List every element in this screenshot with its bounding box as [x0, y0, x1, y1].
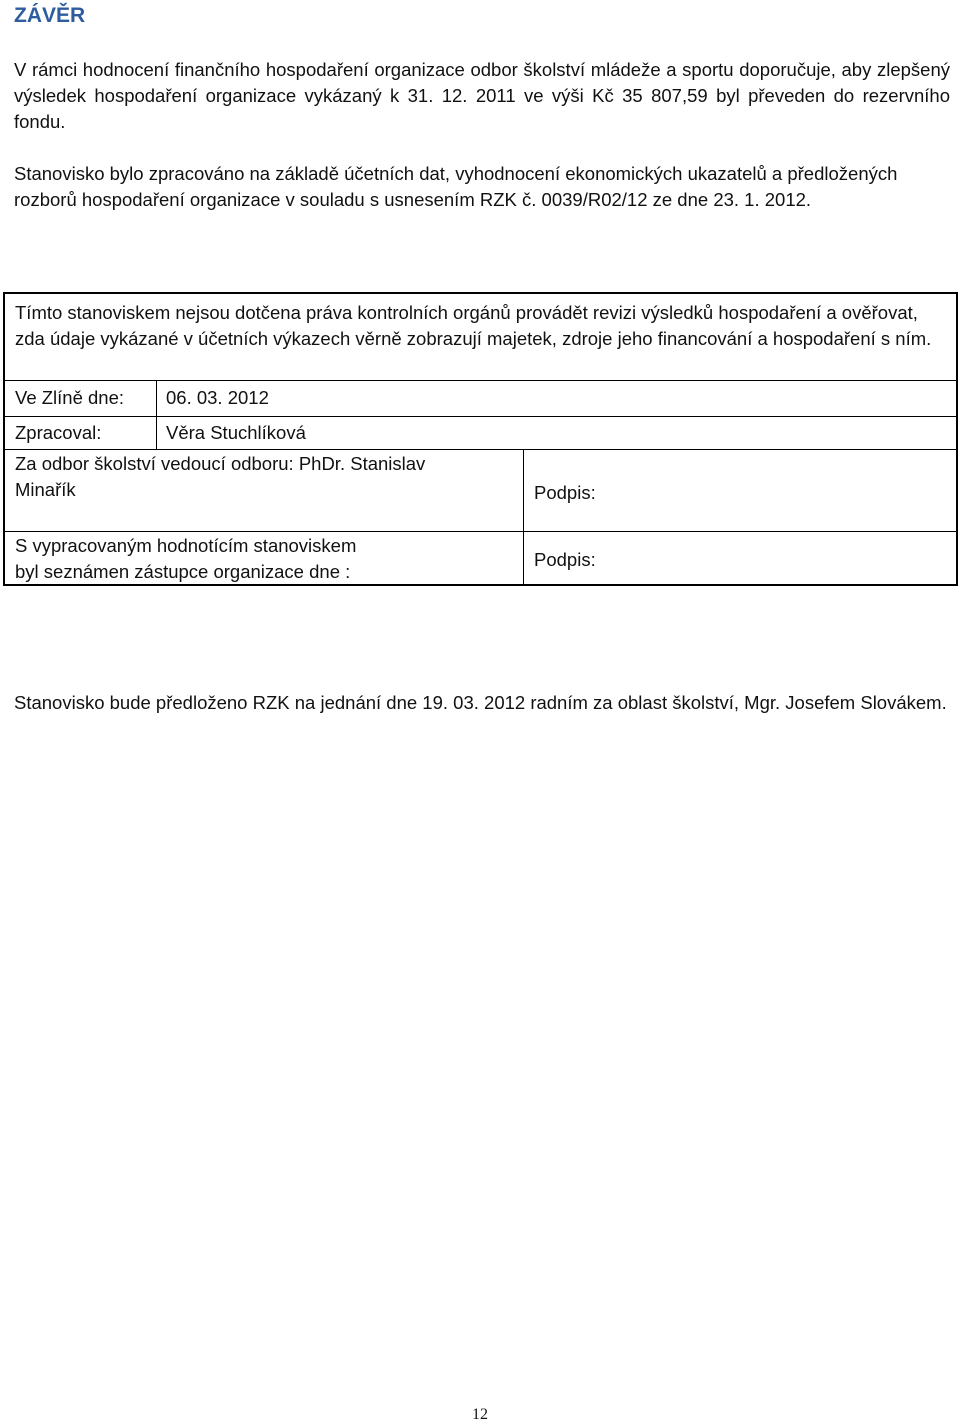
signature-label-organization: Podpis:: [534, 549, 596, 570]
section-heading: ZÁVĚR: [14, 4, 86, 27]
place-date-value: 06. 03. 2012: [166, 387, 269, 408]
statement-text: Tímto stanoviskem nejsou dotčena práva kontrolních orgánů provádět revizi výsledků hospodaření a ověřovat, zda údaje vykázané v účetních výkazech věrně zobrazují majetek, zdroje jeho financování a hospodaření s ním.: [15, 302, 932, 349]
submission-paragraph: Stanovisko bude předloženo RZK na jednání dne 19. 03. 2012 radním za oblast školství, Mgr. Josefem Slovákem.: [14, 692, 947, 713]
department-head-line2: Minařík: [15, 479, 76, 500]
approval-table: [3, 292, 958, 586]
page-number: 12: [472, 1406, 488, 1423]
signature-label-head: Podpis:: [534, 482, 596, 503]
prepared-by-value: Věra Stuchlíková: [166, 422, 306, 443]
table-divider: [5, 416, 956, 417]
table-divider: [5, 380, 956, 381]
table-divider: [523, 449, 524, 584]
department-head-line1: Za odbor školství vedoucí odboru: PhDr. Stanislav: [15, 453, 426, 474]
recommendation-paragraph: V rámci hodnocení finančního hospodaření organizace odbor školství mládeže a sportu doporučuje, aby zlepšený výsledek hospodaření organizace vykázaný k 31. 12. 2011 ve výši Kč 35 807,59 byl převeden do rezervního fondu.: [14, 59, 950, 132]
acknowledged-line1: S vypracovaným hodnotícím stanoviskem: [15, 535, 357, 556]
table-divider: [5, 531, 956, 532]
acknowledged-line2: byl seznámen zástupce organizace dne :: [15, 561, 351, 582]
table-divider: [156, 380, 157, 416]
table-divider: [156, 416, 157, 449]
place-date-label: Ve Zlíně dne:: [15, 387, 125, 408]
basis-paragraph: Stanovisko bylo zpracováno na základě účetních dat, vyhodnocení ekonomických ukazatelů a předložených rozborů hospodaření organizace v souladu s usnesením RZK č. 0039/R02/12 ze dne 23. 1. 2012.: [14, 163, 898, 210]
table-divider: [5, 449, 956, 450]
prepared-by-label: Zpracoval:: [15, 422, 102, 443]
